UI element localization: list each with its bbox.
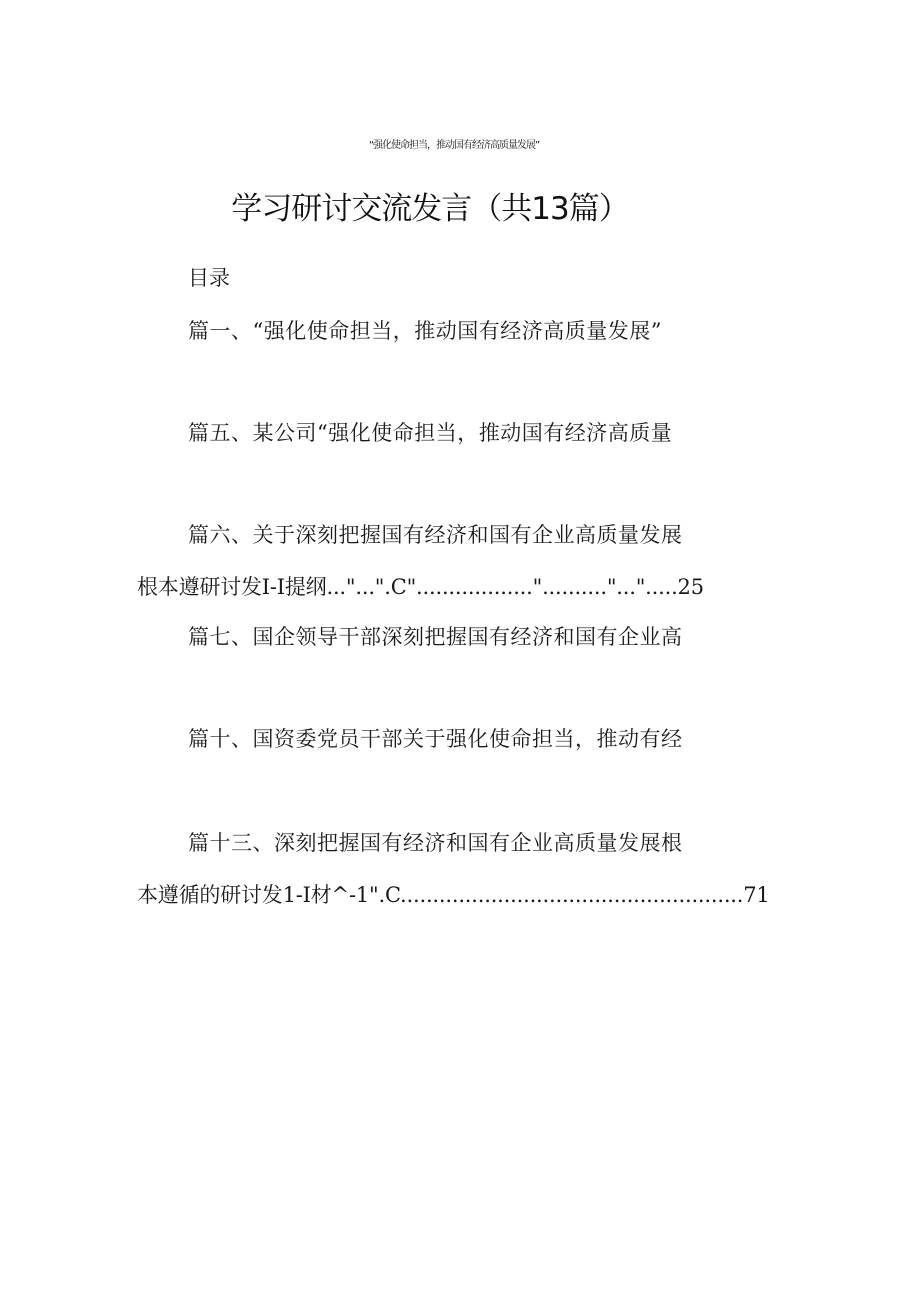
toc-entry-10[interactable]: 篇十、国资委党员干部关于强化使命担当，推动有经 — [188, 727, 683, 751]
toc-entry-13-continuation[interactable]: 本遵循的研讨发1-I材^-1".C.....................................................71 — [137, 883, 770, 907]
document-title-line-1: “强化使命担当，推动国有经济高质量发展” — [368, 140, 540, 151]
toc-heading: 目录 — [188, 266, 230, 290]
toc-entry-1[interactable]: 篇一、“强化使命担当，推动国有经济高质量发展” — [188, 319, 662, 343]
toc-entry-13[interactable]: 篇十三、深刻把握国有经济和国有企业高质量发展根 — [188, 831, 683, 855]
toc-entry-6[interactable]: 篇六、关于深刻把握国有经济和国有企业高质量发展 — [188, 523, 683, 547]
document-title-line-2: 学习研讨交流发言（共13篇） — [231, 191, 629, 227]
toc-entry-7[interactable]: 篇七、国企领导干部深刻把握国有经济和国有企业高 — [188, 625, 683, 649]
toc-entry-6-continuation[interactable]: 根本遵研讨发I-I提纲..."...".C"..................".........."...".....25 — [137, 575, 704, 599]
toc-entry-5[interactable]: 篇五、某公司“强化使命担当，推动国有经济高质量 — [188, 421, 673, 445]
